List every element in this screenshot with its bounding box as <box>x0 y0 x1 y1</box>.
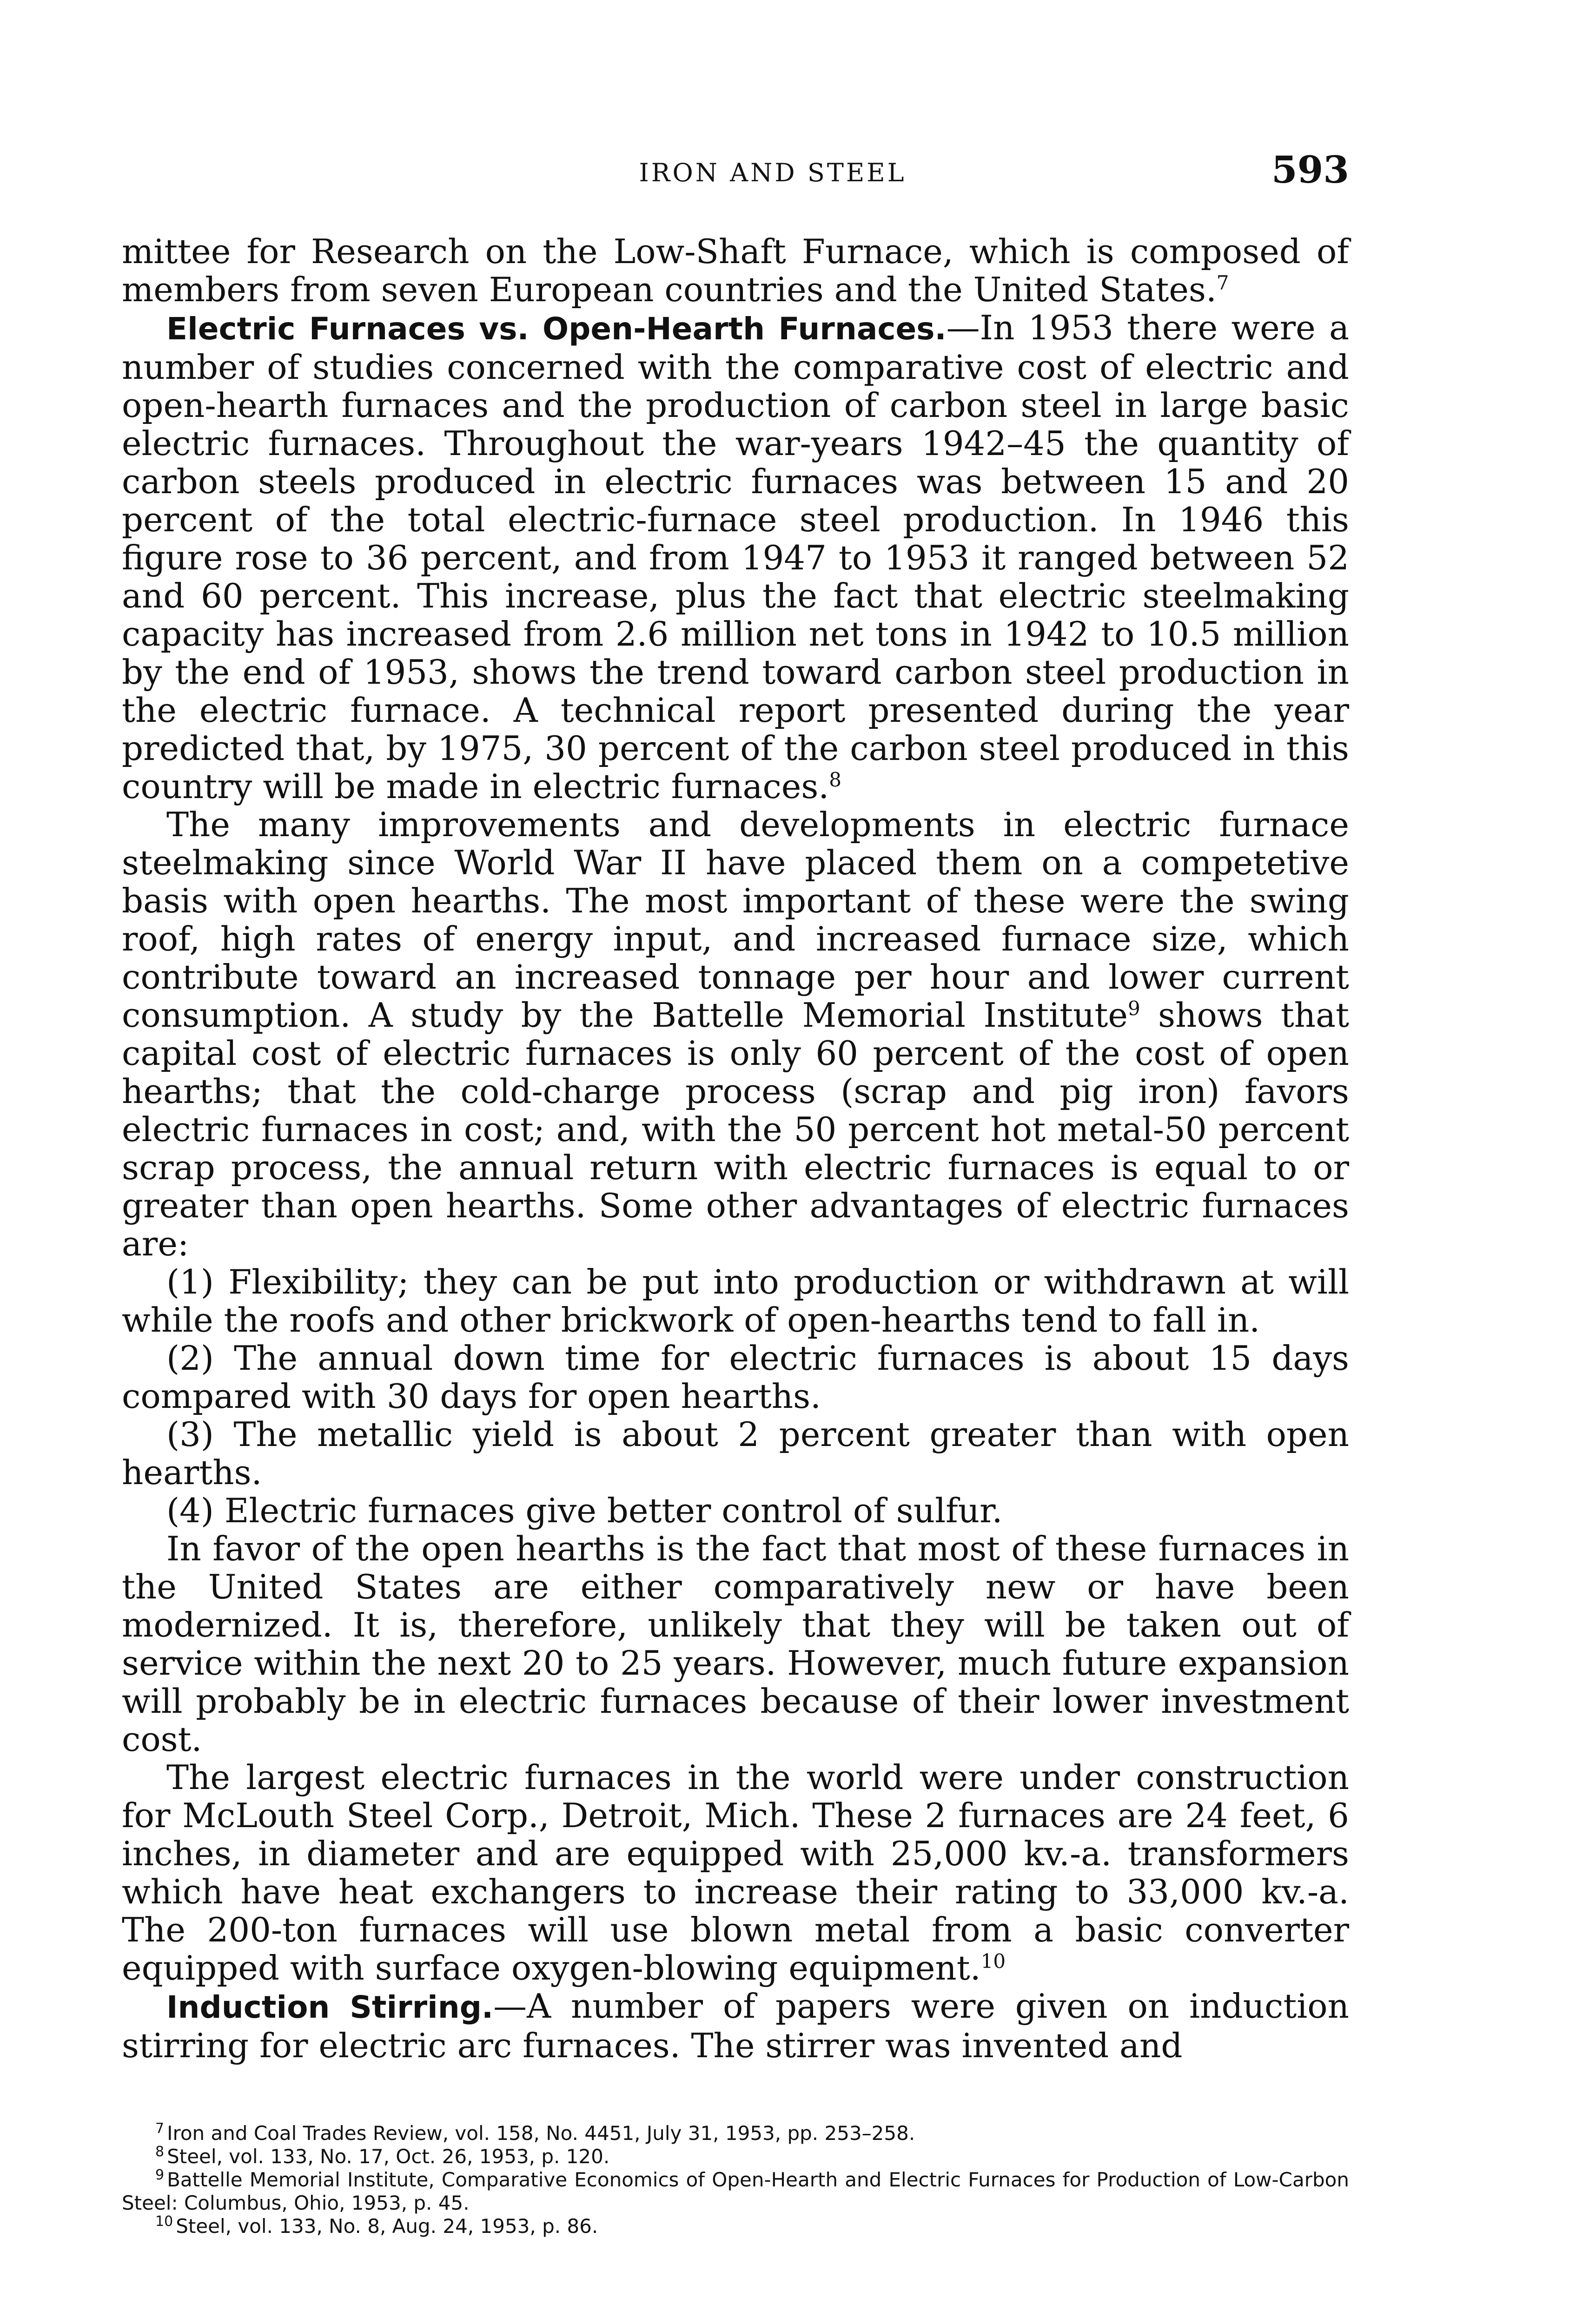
running-header <box>122 148 1349 199</box>
footnotes <box>122 2122 1349 2238</box>
paragraph-text: —A number of papers were given on induction stirring for electric arc furnaces. The stirrer was invented and <box>122 1987 1349 2065</box>
footnote-number: 9 <box>155 2167 165 2183</box>
paragraph-text: The many improvements and developments in electric furnace steelmaking since World War II have placed them on a competetive basis with open hearths. The most important of these were the swing roof, high rates of energy input, and increased furnace size, which contribute toward an increased tonnage per hour and lower current consumption. A study by the Battelle Memorial Institute <box>122 805 1349 1035</box>
running-title: IRON AND STEEL <box>639 158 907 187</box>
paragraph-largest-furnaces <box>122 1758 1349 1987</box>
paragraph-induction-stirring <box>122 1987 1349 2065</box>
body-text <box>122 232 1349 2065</box>
paragraph-text: mittee for Research on the Low-Shaft Furnace, which is composed of members from seven European countries and the United States. <box>122 232 1349 309</box>
footnote-text: Steel, vol. 133, No. 17, Oct. 26, 1953, p. 120. <box>167 2145 610 2168</box>
list-item-sulfur-control: (4) Electric furnaces give better control of sulfur. <box>166 1491 1003 1530</box>
section-run-in-heading: Induction Stirring. <box>166 1989 494 2025</box>
list-item-down-time: (2) The annual down time for electric furnaces is about 15 days compared with 30 days for open hearths. <box>122 1339 1349 1416</box>
footnote <box>122 2168 1349 2215</box>
footnote-ref: 8 <box>829 768 841 791</box>
footnote-number: 8 <box>155 2144 165 2160</box>
footnote <box>122 2215 1349 2238</box>
list-item-metallic-yield: (3) The metallic yield is about 2 percent greater than with open hearths. <box>122 1415 1349 1492</box>
footnote-text: Steel, vol. 133, No. 8, Aug. 24, 1953, p. 86. <box>176 2215 598 2238</box>
footnote-ref: 10 <box>980 1950 1006 1973</box>
footnote-number: 10 <box>155 2213 173 2230</box>
page-number: 593 <box>1271 148 1349 191</box>
section-run-in-heading: Electric Furnaces vs. Open-Hearth Furnaces. <box>166 311 947 347</box>
footnote-ref: 7 <box>1216 271 1229 294</box>
paragraph-electric-vs-open-hearth <box>122 309 1349 805</box>
footnote-text: Battelle Memorial Institute, Comparative Economics of Open-Hearth and Electric Furnaces for Production of Low-Carbon Steel: Columbus, Ohio, 1953, p. 45. <box>122 2168 1349 2214</box>
footnote <box>122 2145 1349 2168</box>
footnote-number: 7 <box>155 2120 165 2137</box>
paragraph-text: The largest electric furnaces in the world were under construction for McLouth Steel Corp., Detroit, Mich. These 2 furnaces are 24 feet, 6 inches, in diameter and are equipped with 25,000 kv.-a. transformers which have heat exchangers to increase their rating to 33,000 kv.-a. The 200-ton furnaces will use blown metal from a basic converter equipped with surface oxygen-blowing equipment. <box>122 1758 1349 1987</box>
paragraph-text: —In 1953 there were a number of studies concerned with the comparative cost of electric and open-hearth furnaces and the production of carbon steel in large basic electric furnaces. Throughout the war-years 1942–45 the quantity of carbon steels produced in electric furnaces was between 15 and 20 percent of the total electric-furnace steel production. In 1946 this figure rose to 36 percent, and from 1947 to 1953 it ranged between 52 and 60 percent. This increase, plus the fact that electric steelmaking capacity has increased from 2.6 million net tons in 1942 to 10.5 million by the end of 1953, shows the trend toward carbon steel production in the electric furnace. A technical report presented during the year predicted that, by 1975, 30 percent of the carbon steel produced in this country will be made in electric furnaces. <box>122 308 1349 806</box>
footnote-text: Iron and Coal Trades Review, vol. 158, No. 4451, July 31, 1953, pp. 253–258. <box>167 2122 915 2145</box>
paragraph-text: shows that capital cost of electric furnaces is only 60 percent of the cost of open hearths; that the cold-charge process (scrap and pig iron) favors electric furnaces in cost; and, with the 50 percent hot metal-50 percent scrap process, the annual return with electric furnaces is equal to or greater than open hearths. Some other advantages of electric furnaces are: <box>122 996 1350 1263</box>
paragraph-continued <box>122 232 1349 309</box>
footnote <box>122 2122 1349 2145</box>
list-item-flexibility: (1) Flexibility; they can be put into production or withdrawn at will while the roofs and other brickwork of open-hearths tend to fall in. <box>122 1262 1349 1340</box>
paragraph-improvements <box>122 805 1349 1263</box>
paragraph-open-hearth-favor: In favor of the open hearths is the fact that most of these furnaces in the United States are either comparatively new or have been modernized. It is, therefore, unlikely that they will be taken out of service within the next 20 to 25 years. However, much future expansion will probably be in electric furnaces because of their lower investment cost. <box>122 1529 1349 1759</box>
footnote-ref: 9 <box>1127 997 1140 1020</box>
